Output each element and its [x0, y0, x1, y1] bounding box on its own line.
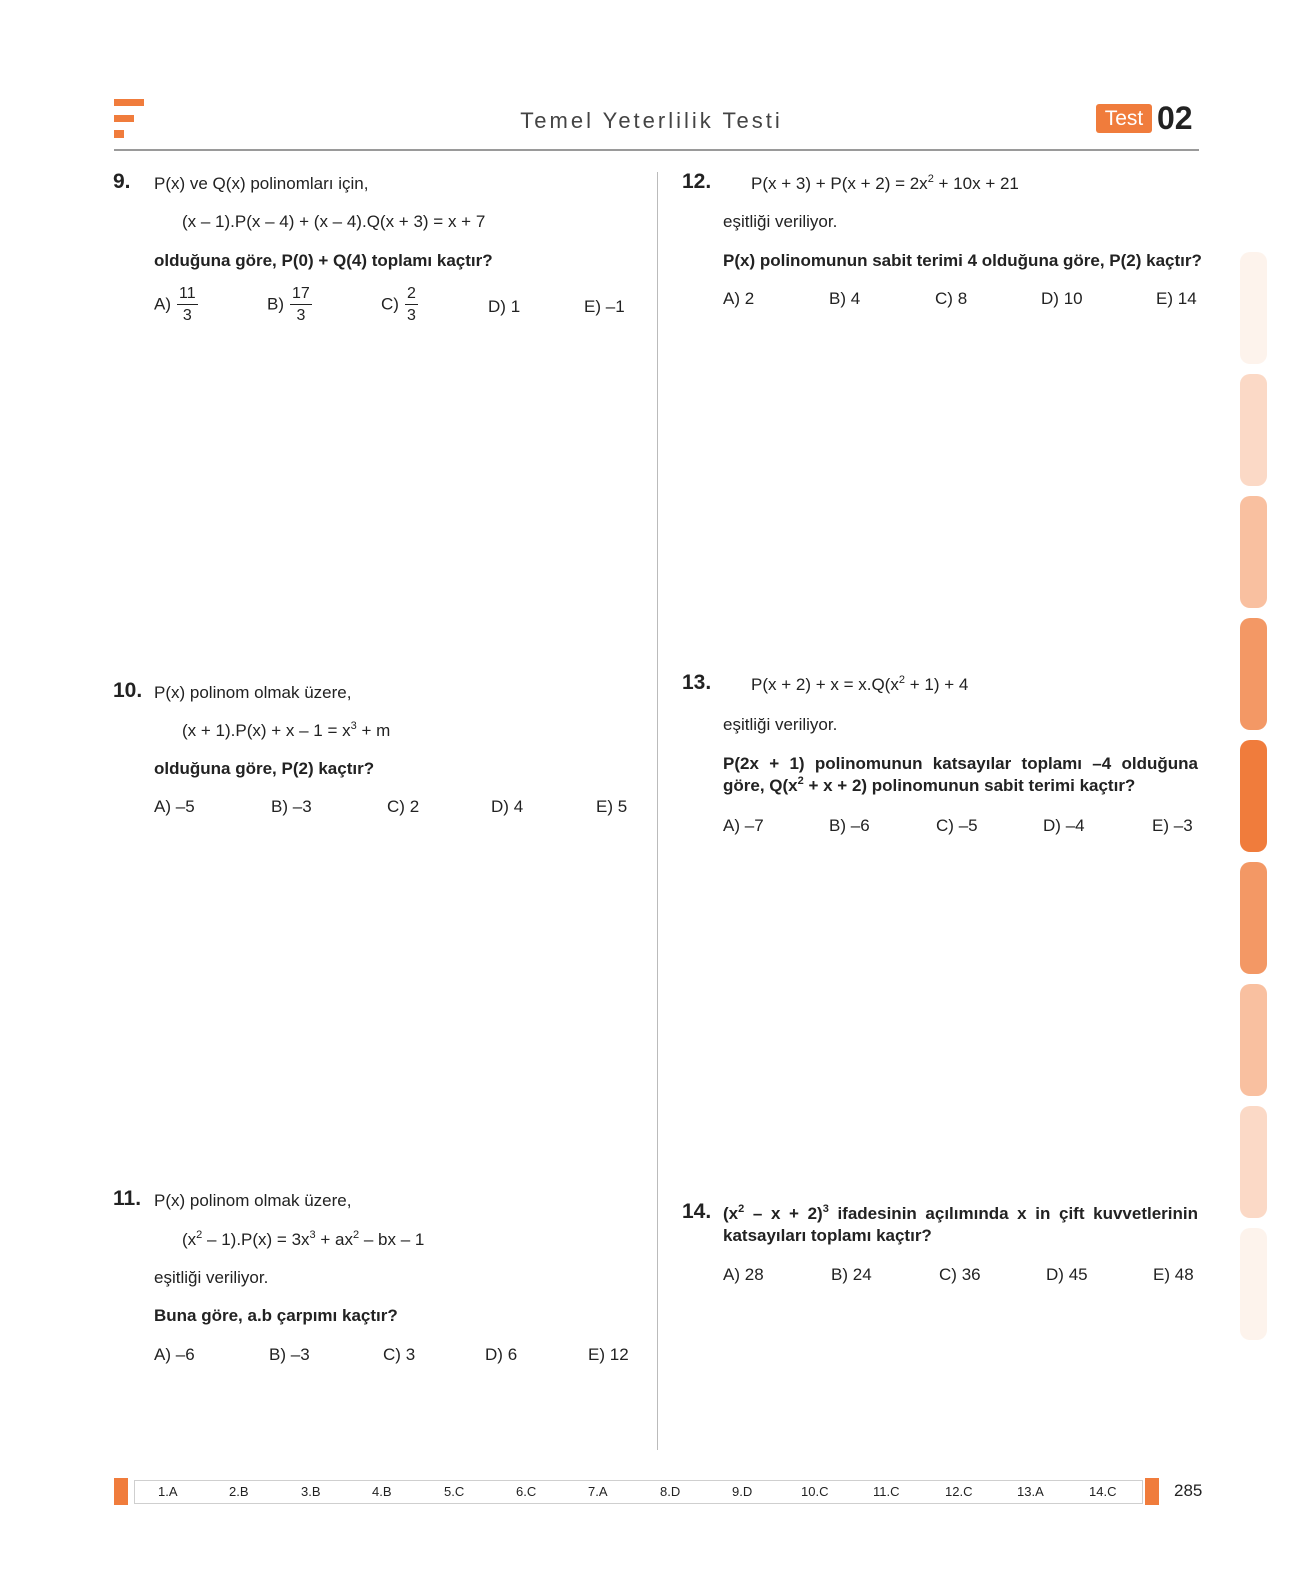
footer-mark-right — [1145, 1478, 1159, 1505]
question-intro: P(x) ve Q(x) polinomları için, — [154, 174, 369, 193]
option-b[interactable] — [271, 797, 312, 817]
option-b[interactable] — [269, 1345, 310, 1365]
column-divider — [657, 172, 658, 1450]
option-value: 28 — [744, 1265, 764, 1284]
option-label: E) — [588, 1345, 605, 1364]
option-label: E) — [1156, 289, 1173, 308]
option-d[interactable] — [1041, 289, 1083, 309]
option-value: 3 — [405, 1345, 416, 1364]
question-equation: $(x + 1).P(x) + x - 1 = x^3 + m$ — [182, 720, 391, 740]
option-value: 5 — [617, 797, 628, 816]
option-label: A) — [154, 1345, 171, 1364]
question-number: 11. — [113, 1187, 142, 1210]
option-value: 48 — [1174, 1265, 1194, 1284]
logo-bar-top — [114, 99, 144, 106]
option-value: 1 — [510, 297, 521, 316]
question-intro: P(x) polinom olmak üzere, — [154, 683, 352, 702]
option-label: E) — [584, 297, 601, 316]
denominator: 3 — [182, 307, 192, 324]
denominator: 3 — [296, 307, 306, 324]
option-value: 4 — [850, 289, 861, 308]
option-d[interactable] — [488, 297, 520, 317]
option-c[interactable] — [936, 816, 978, 836]
question-prompt: $(x^2 - x + 2)^3$ ifadesinin açılımında x in çift kuvvetlerinin katsayıları toplamı kaçtır? — [723, 1203, 1198, 1245]
option-value: 10 — [1063, 289, 1083, 308]
option-value: –3 — [1173, 816, 1193, 835]
option-b[interactable] — [831, 1265, 872, 1285]
option-a[interactable] — [723, 289, 754, 309]
answer-key-item: 11.C — [873, 1484, 900, 1499]
answer-key-item: 5.C — [444, 1484, 465, 1499]
fraction — [177, 284, 198, 326]
answer-key-item: 4.B — [372, 1484, 392, 1499]
option-label: C) — [939, 1265, 957, 1284]
option-d[interactable] — [1043, 816, 1085, 836]
side-tab-3[interactable] — [1240, 496, 1267, 608]
question-number: 14. — [682, 1200, 712, 1223]
option-a[interactable] — [154, 284, 198, 326]
option-value: 24 — [852, 1265, 872, 1284]
option-e[interactable] — [588, 1345, 629, 1365]
option-c[interactable] — [939, 1265, 981, 1285]
question-intro: P(x) polinom olmak üzere, — [154, 1191, 352, 1210]
option-value: 45 — [1068, 1265, 1088, 1284]
option-value: 4 — [513, 797, 524, 816]
side-tab-6[interactable] — [1240, 862, 1267, 974]
option-d[interactable] — [491, 797, 523, 817]
option-value: 36 — [961, 1265, 981, 1284]
option-label: D) — [491, 797, 509, 816]
answer-key-item: 3.B — [301, 1484, 321, 1499]
option-label: B) — [829, 816, 846, 835]
answer-key-item: 1.A — [158, 1484, 178, 1499]
option-a[interactable] — [723, 816, 764, 836]
option-value: 2 — [744, 289, 755, 308]
answer-key-item: 12.C — [945, 1484, 973, 1499]
option-label: B) — [831, 1265, 848, 1284]
option-c[interactable] — [387, 797, 419, 817]
answer-key-item: 13.A — [1017, 1484, 1044, 1499]
option-label: B) — [271, 797, 288, 816]
option-e[interactable] — [1152, 816, 1193, 836]
option-label: E) — [596, 797, 613, 816]
option-label: C) — [936, 816, 954, 835]
option-e[interactable] — [1153, 1265, 1194, 1285]
option-label: C) — [935, 289, 953, 308]
option-label: D) — [1041, 289, 1059, 308]
question-prompt: olduğuna göre, P(0) + Q(4) toplamı kaçtır? — [154, 251, 493, 270]
fraction — [405, 284, 418, 326]
option-label: E) — [1152, 816, 1169, 835]
question-equation: $(x^2 - 1).P(x) = 3x^3 + ax^2$ – bx – 1 — [182, 1229, 425, 1249]
test-badge: Test — [1096, 104, 1152, 133]
option-value: 12 — [609, 1345, 629, 1364]
option-label: A) — [154, 797, 171, 816]
option-value: –5 — [958, 816, 978, 835]
answer-key-item: 14.C — [1089, 1484, 1117, 1499]
side-tab-5[interactable] — [1240, 740, 1267, 852]
question-note: eşitliği veriliyor. — [723, 715, 838, 734]
option-label: C) — [381, 294, 399, 314]
question-equation: $P(x + 2) + x = x.Q(x^2 + 1) + 4$ — [751, 674, 969, 694]
answer-key-item: 6.C — [516, 1484, 537, 1499]
question-number: 10. — [113, 679, 143, 702]
option-value: 6 — [507, 1345, 518, 1364]
footer-mark-left — [114, 1478, 128, 1505]
question-equation: $P(x + 3) + P(x + 2) = 2x^2 + 10x + 21$ — [751, 173, 1019, 193]
answer-key-item: 8.D — [660, 1484, 681, 1499]
question-prompt: Buna göre, a.b çarpımı kaçtır? — [154, 1306, 398, 1325]
numerator: 11 — [177, 284, 198, 305]
option-label: C) — [383, 1345, 401, 1364]
option-value: –1 — [605, 297, 625, 316]
option-a[interactable] — [154, 797, 195, 817]
option-label: D) — [1043, 816, 1061, 835]
question-note: eşitliği veriliyor. — [154, 1268, 269, 1287]
option-value: 8 — [957, 289, 968, 308]
answer-key-box — [134, 1480, 1143, 1504]
page-number: 285 — [1174, 1481, 1203, 1500]
option-label: B) — [829, 289, 846, 308]
question-number: 9. — [113, 170, 131, 193]
option-value: –5 — [175, 797, 195, 816]
question-number: 12. — [682, 170, 712, 193]
option-label: C) — [387, 797, 405, 816]
fraction — [290, 284, 312, 326]
option-d[interactable] — [485, 1345, 517, 1365]
test-number: 02 — [1157, 100, 1193, 136]
option-value: 14 — [1177, 289, 1197, 308]
option-label: B) — [269, 1345, 286, 1364]
page-title: Temel Yeterlilik Testi — [520, 108, 783, 133]
option-b[interactable] — [267, 284, 312, 326]
option-label: B) — [267, 294, 284, 314]
question-number: 13. — [682, 671, 712, 694]
question-note: eşitliği veriliyor. — [723, 212, 838, 231]
header-divider — [114, 149, 1199, 151]
answer-key-item: 10.C — [801, 1484, 829, 1499]
question-equation: (x – 1).P(x – 4) + (x – 4).Q(x + 3) = x + 7 — [182, 212, 486, 231]
answer-key-item: 2.B — [229, 1484, 249, 1499]
option-c[interactable] — [935, 289, 967, 309]
option-e[interactable] — [1156, 289, 1197, 309]
side-tab-8[interactable] — [1240, 1106, 1267, 1218]
side-tab-7[interactable] — [1240, 984, 1267, 1096]
side-tab-2[interactable] — [1240, 374, 1267, 486]
option-c[interactable] — [383, 1345, 415, 1365]
option-label: D) — [488, 297, 506, 316]
side-tab-4[interactable] — [1240, 618, 1267, 730]
option-label: D) — [1046, 1265, 1064, 1284]
option-a[interactable] — [154, 1345, 195, 1365]
option-label: A) — [723, 1265, 740, 1284]
side-tab-9[interactable] — [1240, 1228, 1267, 1340]
numerator: 2 — [405, 284, 418, 305]
option-label: D) — [485, 1345, 503, 1364]
numerator: 17 — [290, 284, 312, 305]
question-prompt: P(x) polinomunun sabit terimi 4 olduğuna göre, P(2) kaçtır? — [723, 251, 1202, 270]
denominator: 3 — [406, 307, 416, 324]
option-label: E) — [1153, 1265, 1170, 1284]
option-e[interactable] — [596, 797, 627, 817]
question-prompt: P(2x + 1) polinomunun katsayılar toplamı –4 olduğuna göre, $Q(x^2 + x + 2)$ polinomunun sabit terimi kaçtır? — [723, 754, 1198, 795]
option-value: –6 — [850, 816, 870, 835]
side-tab-1[interactable] — [1240, 252, 1267, 364]
answer-key-item: 9.D — [732, 1484, 753, 1499]
option-label: A) — [723, 289, 740, 308]
option-value: 2 — [409, 797, 420, 816]
option-b[interactable] — [829, 816, 870, 836]
option-a[interactable] — [723, 1265, 764, 1285]
option-value: –7 — [744, 816, 764, 835]
option-value: –4 — [1065, 816, 1085, 835]
question-prompt: olduğuna göre, P(2) kaçtır? — [154, 759, 375, 778]
answer-key-item: 7.A — [588, 1484, 608, 1499]
option-b[interactable] — [829, 289, 860, 309]
option-value: –3 — [290, 1345, 310, 1364]
option-e[interactable] — [584, 297, 625, 317]
option-d[interactable] — [1046, 1265, 1088, 1285]
option-value: –3 — [292, 797, 312, 816]
option-label: A) — [154, 294, 171, 314]
option-value: –6 — [175, 1345, 195, 1364]
option-label: A) — [723, 816, 740, 835]
option-c[interactable] — [381, 284, 418, 326]
